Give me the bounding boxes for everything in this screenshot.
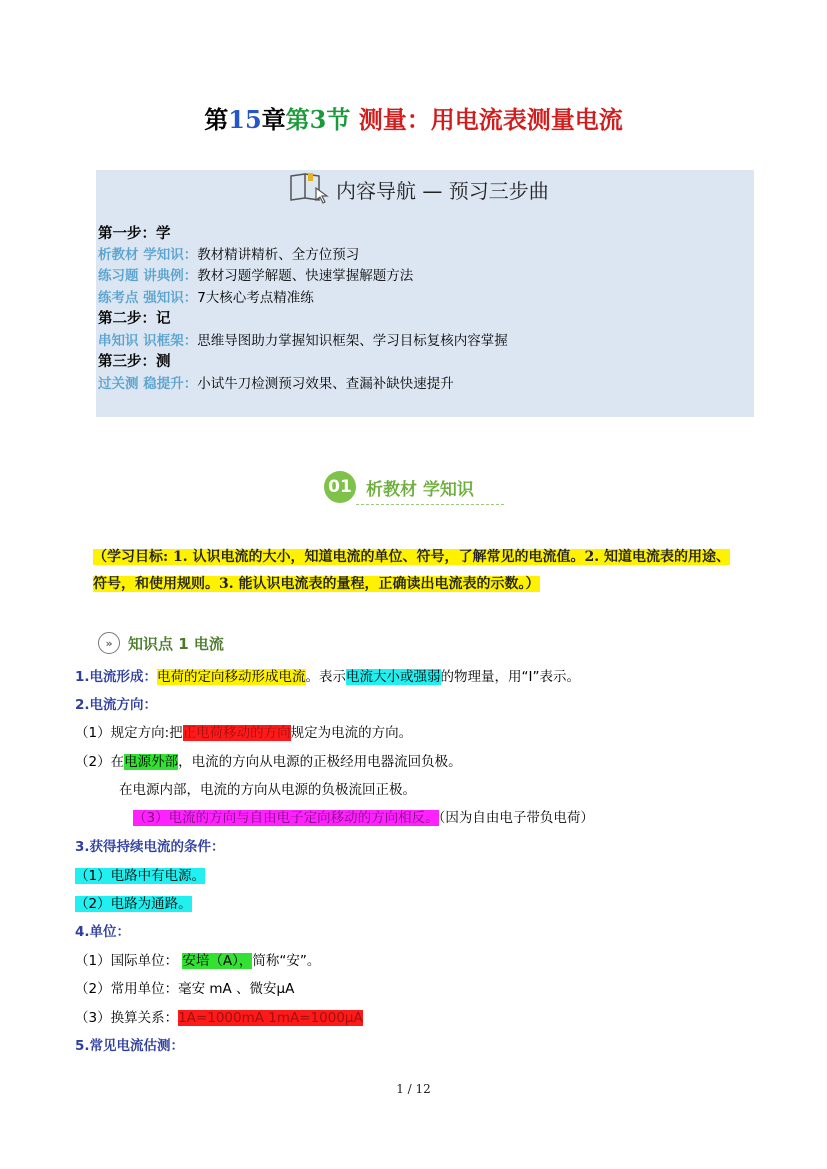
content-heading: 3.获得持续电流的条件： [75, 839, 225, 855]
content-line: （1）规定方向:把正电荷移动的方向规定为电流的方向。 [75, 725, 413, 741]
page-number: 1 / 12 [396, 1082, 431, 1096]
section-underline [356, 504, 504, 505]
nav-header: 内容导航 — 预习三步曲 [288, 172, 549, 206]
step-two-heading: 第二步：记 [98, 310, 171, 327]
page-title: 第15章第3节 测量：用电流表测量电流 [204, 105, 623, 134]
content-line: 1.电流形成：电荷的定向移动形成电流。表示电流大小或强弱的物理量，用“I”表示。 [75, 669, 581, 685]
section-badge [324, 471, 474, 503]
content-heading: 5.常见电流估测： [75, 1038, 185, 1054]
section-title: 析教材 学知识 [366, 479, 474, 500]
step-one-heading: 第一步：学 [98, 225, 171, 242]
content-heading: 2.电流方向： [75, 697, 158, 713]
content-line: （1）电路中有电源。 [75, 868, 206, 884]
nav-row: 练考点 强知识：7大核心考点精准练 [98, 290, 314, 306]
content-line: （1）国际单位： 安培（A），简称“安”。 [75, 953, 321, 969]
nav-row: 串知识 识框架：思维导图助力掌握知识框架、学习目标复核内容掌握 [98, 333, 508, 349]
book-pointer-icon [288, 170, 330, 208]
section-number: 01 [324, 471, 356, 503]
content-line: （3）换算关系：1A=1000mA 1mA=1000μA [75, 1010, 363, 1026]
learning-goal-line: 符号，和使用规则。3. 能认识电流表的量程，正确读出电流表的示数。） [93, 576, 540, 592]
nav-row: 析教材 学知识：教材精讲精析、全方位预习 [98, 247, 360, 263]
content-line: 在电源内部，电流的方向从电源的负极流回正极。 [119, 782, 416, 798]
learning-goal-line: （学习目标: 1. 认识电流的大小，知道电流的单位、符号，了解常见的电流值。2. 知道电流表的用途、 [93, 549, 731, 565]
nav-row: 过关测 稳提升：小试牛刀检测预习效果、查漏补缺快速提升 [98, 376, 454, 392]
step-three-heading: 第三步：测 [98, 353, 171, 370]
content-heading: 4.单位： [75, 924, 131, 940]
content-line: （2）电路为通路。 [75, 896, 192, 912]
knowledge-point-heading: » 知识点 1 电流 [98, 632, 224, 654]
content-line: （2）常用单位：毫安 mA 、微安μA [75, 981, 295, 997]
double-chevron-icon: » [98, 632, 120, 654]
content-line: （2）在电源外部，电流的方向从电源的正极经用电器流回负极。 [75, 754, 462, 770]
content-line: （3）电流的方向与自由电子定向移动的方向相反。（因为自由电子带负电荷） [133, 810, 594, 826]
nav-row: 练习题 讲典例：教材习题学解题、快速掌握解题方法 [98, 268, 414, 284]
